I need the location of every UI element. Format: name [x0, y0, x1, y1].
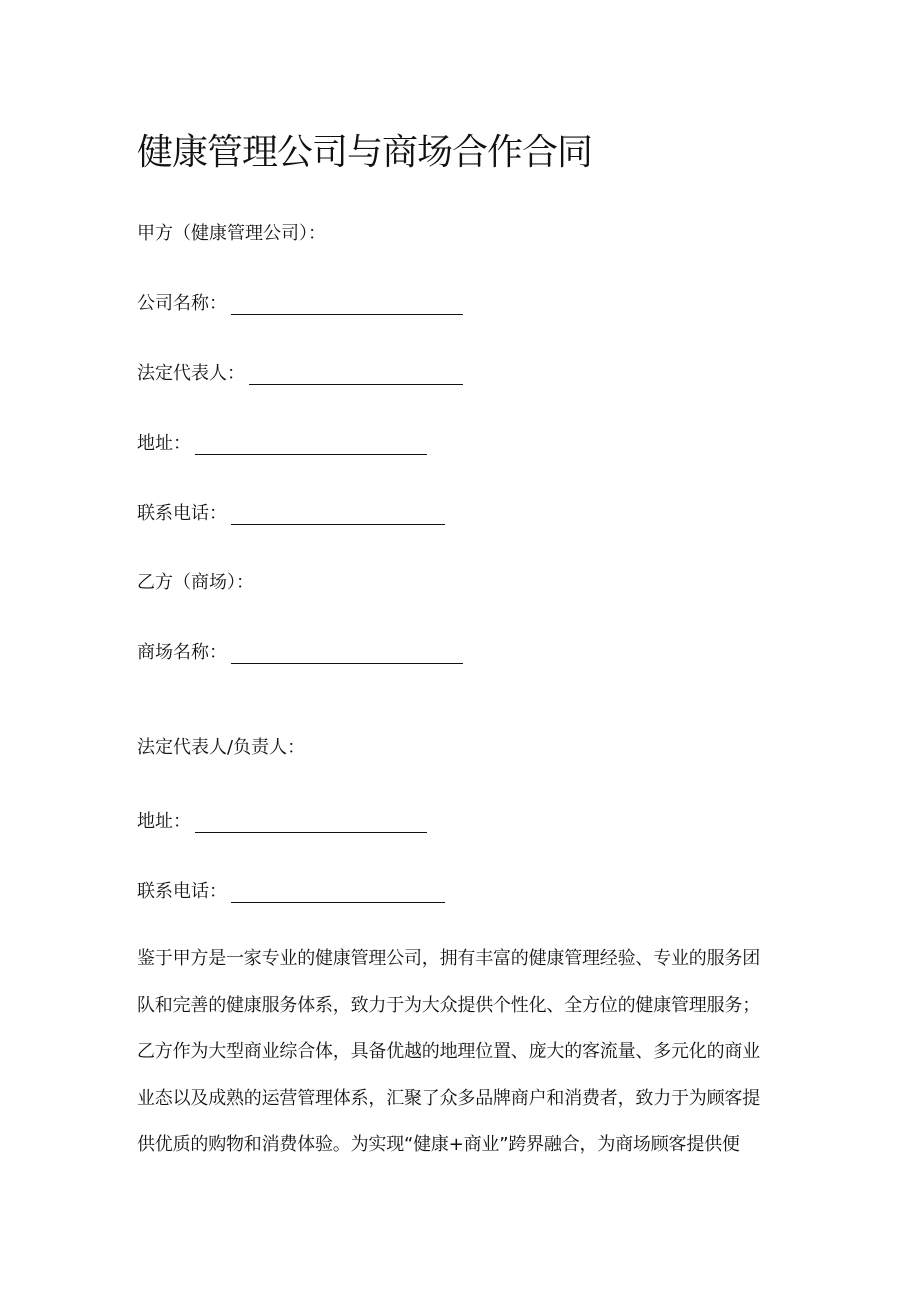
party-a-phone-label: 联系电话：: [137, 503, 227, 524]
preamble-line: 业态以及成熟的运营管理体系，汇聚了众多品牌商户和消费者，致力于为顾客提: [137, 1087, 760, 1109]
party-a-address-row: [137, 430, 427, 458]
party-a-legal-rep-blank[interactable]: [249, 364, 463, 385]
party-b-address-blank[interactable]: [195, 812, 427, 833]
party-a-legal-rep-row: [137, 360, 463, 388]
party-b-address-row: [137, 808, 427, 836]
party-b-mall-name-label: 商场名称：: [137, 642, 227, 663]
party-a-company-name-row: [137, 290, 463, 318]
preamble-line: 队和完善的健康服务体系，致力于为大众提供个性化、全方位的健康管理服务；: [137, 994, 760, 1016]
party-b-mall-name-row: [137, 639, 463, 667]
party-a-company-name-blank[interactable]: [231, 294, 463, 315]
party-a-heading-text: 甲方（健康管理公司）：: [137, 223, 326, 244]
party-a-legal-rep-label: 法定代表人：: [137, 363, 245, 384]
party-a-address-label: 地址：: [137, 433, 191, 454]
preamble-line: 鉴于甲方是一家专业的健康管理公司，拥有丰富的健康管理经验、专业的服务团: [137, 948, 760, 969]
document-title: 健康管理公司与商场合作合同: [137, 132, 593, 173]
party-b-phone-label: 联系电话：: [137, 881, 227, 902]
party-b-address-label: 地址：: [137, 811, 191, 832]
party-b-heading: [137, 569, 254, 597]
preamble-line: 供优质的购物和消费体验。为实现“健康+商业”跨界融合，为商场顾客提供便: [137, 1134, 740, 1155]
party-b-mall-name-blank[interactable]: [231, 643, 463, 664]
preamble-paragraph: [137, 944, 787, 1177]
party-b-heading-text: 乙方（商场）：: [137, 572, 254, 593]
party-b-legal-rep-row: [137, 734, 305, 762]
party-a-heading: [137, 220, 326, 248]
party-a-company-name-label: 公司名称：: [137, 293, 227, 314]
party-a-address-blank[interactable]: [195, 434, 427, 455]
party-a-phone-blank[interactable]: [231, 504, 445, 525]
party-a-phone-row: [137, 500, 445, 528]
party-b-phone-blank[interactable]: [231, 882, 445, 903]
party-b-phone-row: [137, 878, 445, 906]
preamble-line: 乙方作为大型商业综合体，具备优越的地理位置、庞大的客流量、多元化的商业: [137, 1041, 760, 1062]
party-b-legal-rep-label: 法定代表人/负责人：: [137, 737, 306, 758]
